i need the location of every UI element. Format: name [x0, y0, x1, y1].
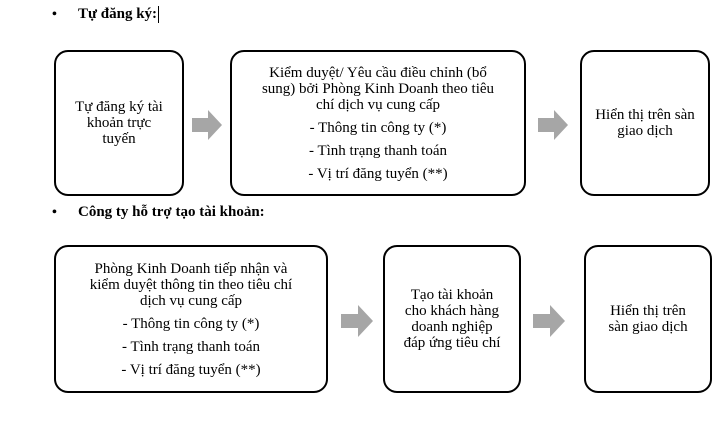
box-list-item: - Vị trí đăng tuyển (**) [308, 165, 448, 182]
box-text: Phòng Kinh Doanh tiếp nhận và [94, 260, 288, 277]
box-text: tuyến [102, 131, 136, 147]
box-text: sàn giao dịch [608, 319, 688, 335]
arrow-right-icon [192, 110, 222, 140]
arrow-right-icon [538, 110, 568, 140]
flow-box-sales-review [54, 245, 328, 393]
box-text: kiểm duyệt thông tin theo tiêu chí [89, 276, 293, 293]
box-text: Kiểm duyệt/ Yêu cầu điều chỉnh (bổ [269, 64, 487, 81]
arrow-right-icon [341, 305, 373, 337]
flow-box-display-2 [584, 245, 712, 393]
flow-box-display [580, 50, 710, 196]
box-text: doanh nghiệp [411, 319, 493, 335]
box-text: Tạo tài khoản [410, 287, 494, 303]
box-text: giao dịch [617, 123, 673, 139]
box-text: Tự đăng ký tài [75, 99, 163, 115]
box-list-item: - Tình trạng thanh toán [121, 338, 261, 355]
arrow-right-icon [533, 305, 565, 337]
text-cursor [158, 6, 159, 23]
box-text: Hiển thị trên [610, 303, 686, 319]
bullet-icon: • [52, 6, 57, 22]
box-list-item: - Thông tin công ty (*) [122, 315, 260, 332]
flow-box-review [230, 50, 526, 196]
heading-text: Công ty hỗ trợ tạo tài khoản: [78, 204, 265, 220]
box-text: chí dịch vụ cung cấp [315, 96, 441, 113]
heading-text: Tự đăng ký: [78, 6, 158, 22]
box-text: khoản trực [86, 115, 152, 131]
box-text: sung) bởi Phòng Kinh Doanh theo tiêu [261, 80, 495, 97]
box-list-item: - Vị trí đăng tuyển (**) [121, 361, 261, 378]
box-text: đáp ứng tiêu chí [403, 335, 501, 351]
box-text: Hiển thị trên sàn [595, 107, 695, 123]
flow-box-create-account [383, 245, 521, 393]
box-list-item: - Thông tin công ty (*) [309, 119, 447, 136]
box-list-item: - Tình trạng thanh toán [308, 142, 448, 159]
flow-box-self-register [54, 50, 184, 196]
box-text: cho khách hàng [404, 303, 500, 319]
box-text: dịch vụ cung cấp [139, 292, 243, 309]
bullet-icon: • [52, 204, 57, 220]
section-heading-self-register [52, 6, 159, 23]
section-heading-company-assisted [52, 204, 265, 221]
